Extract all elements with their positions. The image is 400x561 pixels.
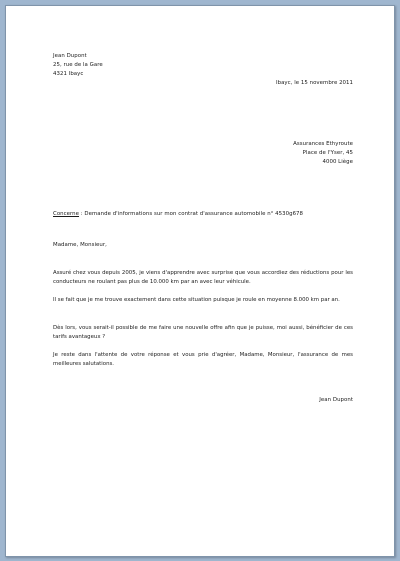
recipient-city: 4000 Liège [322, 159, 353, 165]
paragraph-1: Assuré chez vous depuis 2005, je viens d'apprendre avec surprise que vous accordiez des réductions pour les conducteurs ne roulant pas plus de 10.000 km par an avec leur véhicule. [53, 270, 353, 285]
paragraph-2: Il se fait que je me trouve exactement dans cette situation puisque je roule en moyenne 8.000 km par an. [53, 297, 340, 303]
sender-city: 4321 Ibayc [53, 71, 84, 77]
subject-label: Concerne [53, 211, 80, 217]
subject-text: : Demande d'informations sur mon contrat d'assurance automobile n° 4530g678 [79, 211, 304, 217]
sender-street: 25, rue de la Gare [53, 62, 103, 68]
sender-name: Jean Dupont [53, 53, 87, 59]
recipient-company: Assurances Ethyroute [293, 141, 353, 147]
paragraph-3: Dès lors, vous serait-il possible de me faire une nouvelle offre afin que je puisse, moi aussi, bénéficier de ces tarifs avantageux ? [53, 325, 353, 340]
salutation: Madame, Monsieur, [53, 242, 107, 248]
subject-line [53, 210, 303, 218]
signature: Jean Dupont [319, 397, 353, 403]
paragraph-4: Je reste dans l'attente de votre réponse et vous prie d'agréer, Madame, Monsieur, l'assurance de mes meilleures salutations. [53, 352, 353, 367]
document-page [5, 5, 395, 557]
date-line: Ibayc, le 15 novembre 2011 [275, 80, 353, 86]
recipient-street: Place de l'Yser, 45 [302, 150, 353, 156]
